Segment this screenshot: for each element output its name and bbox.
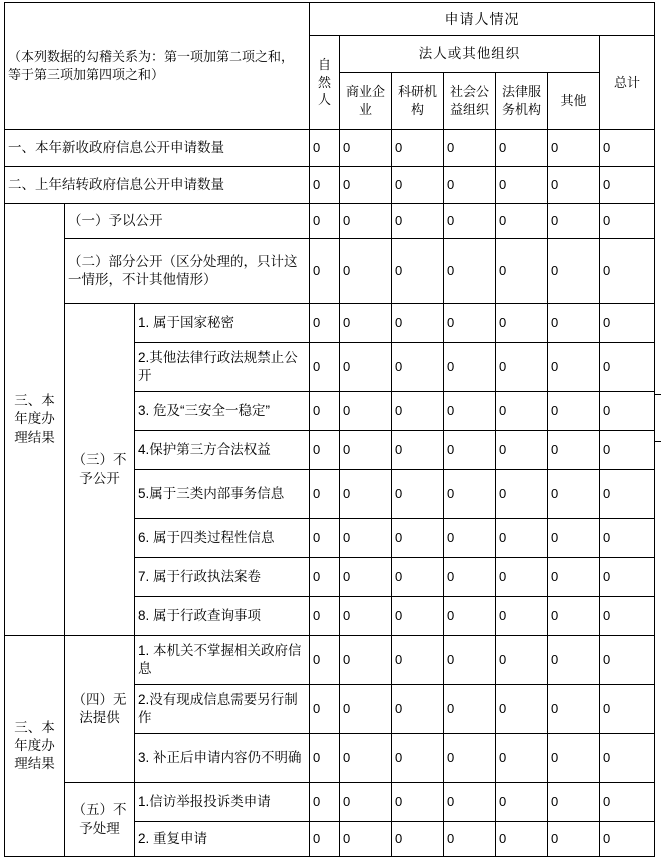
cell-value: 0 (310, 470, 340, 519)
cell-value: 0 (548, 470, 600, 519)
cell-value: 0 (548, 558, 600, 597)
item-label-petition-complaint: 1.信访举报投诉类申请 (135, 783, 310, 822)
cell-value: 0 (600, 431, 655, 470)
cell-value: 0 (392, 685, 444, 734)
cell-value: 0 (496, 597, 548, 636)
cell-value: 0 (392, 304, 444, 343)
cell-value: 0 (548, 734, 600, 783)
group-label-annual-results-2: 三、本年度办理结果 (5, 636, 65, 857)
cell-value: 0 (600, 470, 655, 519)
sub-label-partial-disclosure: （二）部分公开（区分处理的，只计这一情形，不计其他情形） (65, 239, 310, 304)
group-label-annual-results-1: 三、本年度办理结果 (5, 204, 65, 636)
header-total: 总计 (600, 36, 655, 130)
cell-value: 0 (340, 343, 392, 392)
cell-value: 0 (392, 783, 444, 822)
cell-value: 0 (392, 636, 444, 685)
cell-value: 0 (444, 343, 496, 392)
cell-value: 0 (444, 519, 496, 558)
cell-value: 0 (548, 392, 600, 431)
cell-value: 0 (600, 734, 655, 783)
cell-value: 0 (548, 519, 600, 558)
header-row-top (5, 3, 655, 36)
cell-value: 0 (310, 558, 340, 597)
cell-value: 0 (548, 822, 600, 857)
cell-value: 0 (548, 239, 600, 304)
cell-value: 0 (340, 519, 392, 558)
cell-value: 0 (600, 392, 655, 431)
cell-value: 0 (340, 239, 392, 304)
cell-value: 0 (496, 470, 548, 519)
item-label-process-information: 6. 属于四类过程性信息 (135, 519, 310, 558)
cell-value: 0 (600, 204, 655, 239)
header-commercial-enterprise: 商业企业 (340, 73, 392, 130)
cell-value: 0 (548, 167, 600, 204)
cell-value: 0 (548, 130, 600, 167)
cell-value: 0 (548, 597, 600, 636)
cell-value: 0 (496, 783, 548, 822)
cell-value: 0 (444, 304, 496, 343)
cell-value: 0 (310, 167, 340, 204)
cell-value: 0 (444, 204, 496, 239)
header-other: 其他 (548, 73, 600, 130)
header-applicant-situation: 申请人情况 (310, 3, 655, 36)
sub-label-unable-to-provide: （四）无法提供 (65, 636, 135, 783)
cell-value: 0 (496, 636, 548, 685)
cell-value: 0 (392, 470, 444, 519)
cell-value: 0 (444, 783, 496, 822)
cell-value: 0 (496, 685, 548, 734)
cell-value: 0 (310, 519, 340, 558)
cell-value: 0 (310, 597, 340, 636)
cell-value: 0 (600, 239, 655, 304)
cell-value: 0 (600, 597, 655, 636)
cell-value: 0 (340, 685, 392, 734)
cell-value: 0 (392, 167, 444, 204)
cell-value: 0 (444, 167, 496, 204)
cell-value: 0 (548, 783, 600, 822)
page-edge-marker (654, 394, 661, 442)
cell-value: 0 (340, 431, 392, 470)
cell-value: 0 (392, 392, 444, 431)
government-information-disclosure-table (4, 2, 655, 857)
row-label-new-received: 一、本年新收政府信息公开申请数量 (5, 130, 310, 167)
item-label-duplicate-request: 2. 重复申请 (135, 822, 310, 857)
cell-value: 0 (340, 558, 392, 597)
cell-value: 0 (444, 239, 496, 304)
cell-value: 0 (392, 558, 444, 597)
row-label-carried-over: 二、上年结转政府信息公开申请数量 (5, 167, 310, 204)
cell-value: 0 (340, 204, 392, 239)
cell-value: 0 (392, 597, 444, 636)
cell-value: 0 (548, 636, 600, 685)
cell-value: 0 (496, 822, 548, 857)
cell-value: 0 (340, 636, 392, 685)
note-cell: （本列数据的勾稽关系为：第一项加第二项之和，等于第三项加第四项之和） (5, 3, 310, 130)
cell-value: 0 (444, 734, 496, 783)
document-page (0, 2, 661, 847)
sub-label-not-processed: （五）不予处理 (65, 783, 135, 857)
cell-value: 0 (600, 636, 655, 685)
cell-value: 0 (392, 519, 444, 558)
cell-value: 0 (444, 822, 496, 857)
cell-value: 0 (548, 304, 600, 343)
cell-value: 0 (392, 431, 444, 470)
cell-value: 0 (496, 239, 548, 304)
cell-value: 0 (444, 597, 496, 636)
cell-value: 0 (444, 431, 496, 470)
table-row (5, 167, 655, 204)
cell-value: 0 (310, 130, 340, 167)
cell-value: 0 (310, 734, 340, 783)
cell-value: 0 (548, 431, 600, 470)
cell-value: 0 (600, 304, 655, 343)
item-label-protect-third-party: 4.保护第三方合法权益 (135, 431, 310, 470)
cell-value: 0 (310, 783, 340, 822)
table-row (5, 204, 655, 239)
cell-value: 0 (444, 392, 496, 431)
cell-value: 0 (310, 431, 340, 470)
item-label-not-in-possession: 1. 本机关不掌握相关政府信息 (135, 636, 310, 685)
cell-value: 0 (340, 470, 392, 519)
cell-value: 0 (444, 470, 496, 519)
cell-value: 0 (496, 304, 548, 343)
cell-value: 0 (392, 239, 444, 304)
cell-value: 0 (310, 343, 340, 392)
cell-value: 0 (340, 167, 392, 204)
cell-value: 0 (444, 636, 496, 685)
cell-value: 0 (310, 392, 340, 431)
cell-value: 0 (496, 392, 548, 431)
cell-value: 0 (340, 734, 392, 783)
cell-value: 0 (392, 822, 444, 857)
item-label-administrative-inquiry: 8. 属于行政查询事项 (135, 597, 310, 636)
cell-value: 0 (340, 783, 392, 822)
cell-value: 0 (392, 734, 444, 783)
header-natural-person: 自然人 (310, 36, 340, 130)
item-label-still-unclear: 3. 补正后申请内容仍不明确 (135, 734, 310, 783)
cell-value: 0 (600, 167, 655, 204)
cell-value: 0 (444, 130, 496, 167)
cell-value: 0 (548, 343, 600, 392)
cell-value: 0 (496, 558, 548, 597)
item-label-law-enforcement-files: 7. 属于行政执法案卷 (135, 558, 310, 597)
cell-value: 0 (340, 822, 392, 857)
sub-label-not-disclosed: （三）不予公开 (65, 304, 135, 636)
item-label-endanger-security: 3. 危及“三安全一稳定” (135, 392, 310, 431)
item-label-state-secret: 1. 属于国家秘密 (135, 304, 310, 343)
cell-value: 0 (340, 392, 392, 431)
cell-value: 0 (496, 343, 548, 392)
cell-value: 0 (600, 558, 655, 597)
table-row (5, 239, 655, 304)
cell-value: 0 (600, 685, 655, 734)
cell-value: 0 (310, 822, 340, 857)
table-row (5, 636, 655, 685)
cell-value: 0 (340, 130, 392, 167)
cell-value: 0 (496, 431, 548, 470)
table-row (5, 783, 655, 822)
item-label-internal-affairs: 5.属于三类内部事务信息 (135, 470, 310, 519)
cell-value: 0 (444, 685, 496, 734)
cell-value: 0 (496, 734, 548, 783)
cell-value: 0 (444, 558, 496, 597)
cell-value: 0 (392, 204, 444, 239)
header-social-welfare-org: 社会公益组织 (444, 73, 496, 130)
cell-value: 0 (310, 304, 340, 343)
cell-value: 0 (548, 204, 600, 239)
cell-value: 0 (310, 204, 340, 239)
cell-value: 0 (496, 130, 548, 167)
header-research-institution: 科研机构 (392, 73, 444, 130)
cell-value: 0 (310, 239, 340, 304)
cell-value: 0 (548, 685, 600, 734)
table-row (5, 130, 655, 167)
item-label-needs-creation: 2.没有现成信息需要另行制作 (135, 685, 310, 734)
cell-value: 0 (310, 636, 340, 685)
cell-value: 0 (600, 519, 655, 558)
cell-value: 0 (600, 343, 655, 392)
header-legal-or-other-org: 法人或其他组织 (340, 36, 600, 73)
sub-label-disclosed: （一）予以公开 (65, 204, 310, 239)
cell-value: 0 (496, 167, 548, 204)
cell-value: 0 (600, 130, 655, 167)
cell-value: 0 (340, 597, 392, 636)
table-row (5, 304, 655, 343)
cell-value: 0 (392, 130, 444, 167)
cell-value: 0 (600, 822, 655, 857)
cell-value: 0 (600, 783, 655, 822)
cell-value: 0 (310, 685, 340, 734)
cell-value: 0 (392, 343, 444, 392)
header-legal-service-org: 法律服务机构 (496, 73, 548, 130)
item-label-other-laws-prohibit: 2.其他法律行政法规禁止公开 (135, 343, 310, 392)
cell-value: 0 (340, 304, 392, 343)
cell-value: 0 (496, 519, 548, 558)
cell-value: 0 (496, 204, 548, 239)
